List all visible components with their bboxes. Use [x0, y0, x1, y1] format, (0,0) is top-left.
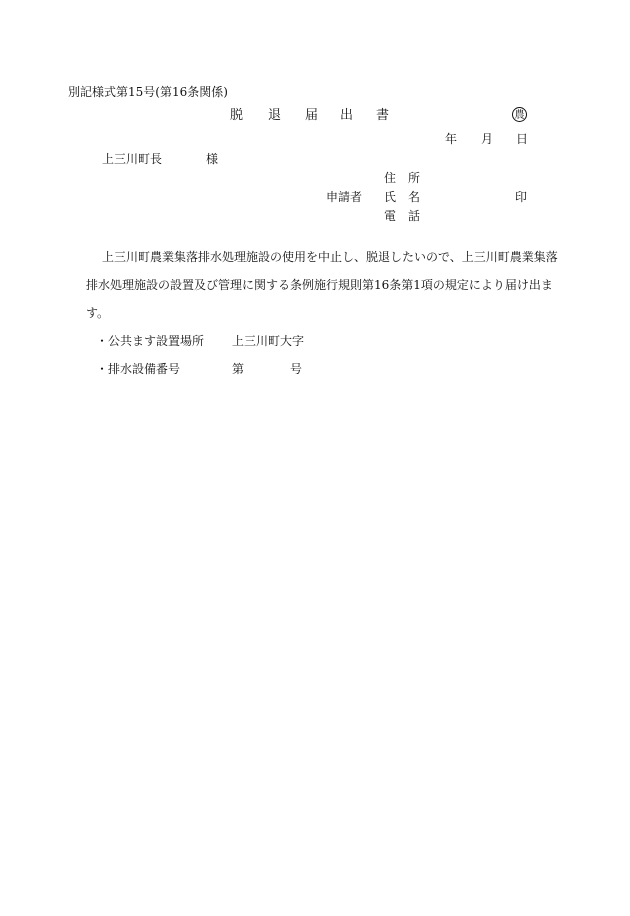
- title-char: 書: [376, 108, 390, 123]
- title-char: 出: [340, 108, 354, 123]
- applicant-role-label: 申請者: [326, 190, 363, 204]
- addressee-honorific: 様: [206, 152, 219, 166]
- address-label-2: 所: [408, 171, 421, 185]
- item-label: ・公共ます設置場所: [96, 334, 205, 348]
- phone-label-2: 話: [408, 209, 421, 223]
- date-day: 日: [516, 132, 529, 146]
- date-year: 年: [445, 132, 458, 146]
- address-label-1: 住: [384, 171, 397, 185]
- body-line: 上三川町農業集落排水処理施設の使用を中止し、脱退したいので、上三川町農業集落: [102, 250, 558, 264]
- body-line: す。: [86, 306, 110, 320]
- title-char: 脱: [230, 108, 244, 123]
- title-char: 届: [305, 108, 319, 123]
- form-label: 別記様式第15号(第16条関係): [68, 85, 228, 99]
- body-line: 排水処理施設の設置及び管理に関する条例施行規則第16条第1項の規定により届け出ま: [86, 278, 553, 292]
- item-value: 第: [232, 362, 245, 376]
- item-value: 上三川町大字: [232, 334, 305, 348]
- date-month: 月: [481, 132, 494, 146]
- title-char: 退: [268, 108, 282, 123]
- seal-mark-icon: 農: [512, 107, 527, 122]
- name-label-2: 名: [408, 190, 421, 204]
- name-label-1: 氏: [384, 190, 397, 204]
- item-label: ・排水設備番号: [96, 362, 181, 376]
- addressee-name: 上三川町長: [102, 152, 163, 166]
- stamp-label: 印: [515, 190, 528, 204]
- phone-label-1: 電: [384, 209, 397, 223]
- item-suffix: 号: [290, 362, 303, 376]
